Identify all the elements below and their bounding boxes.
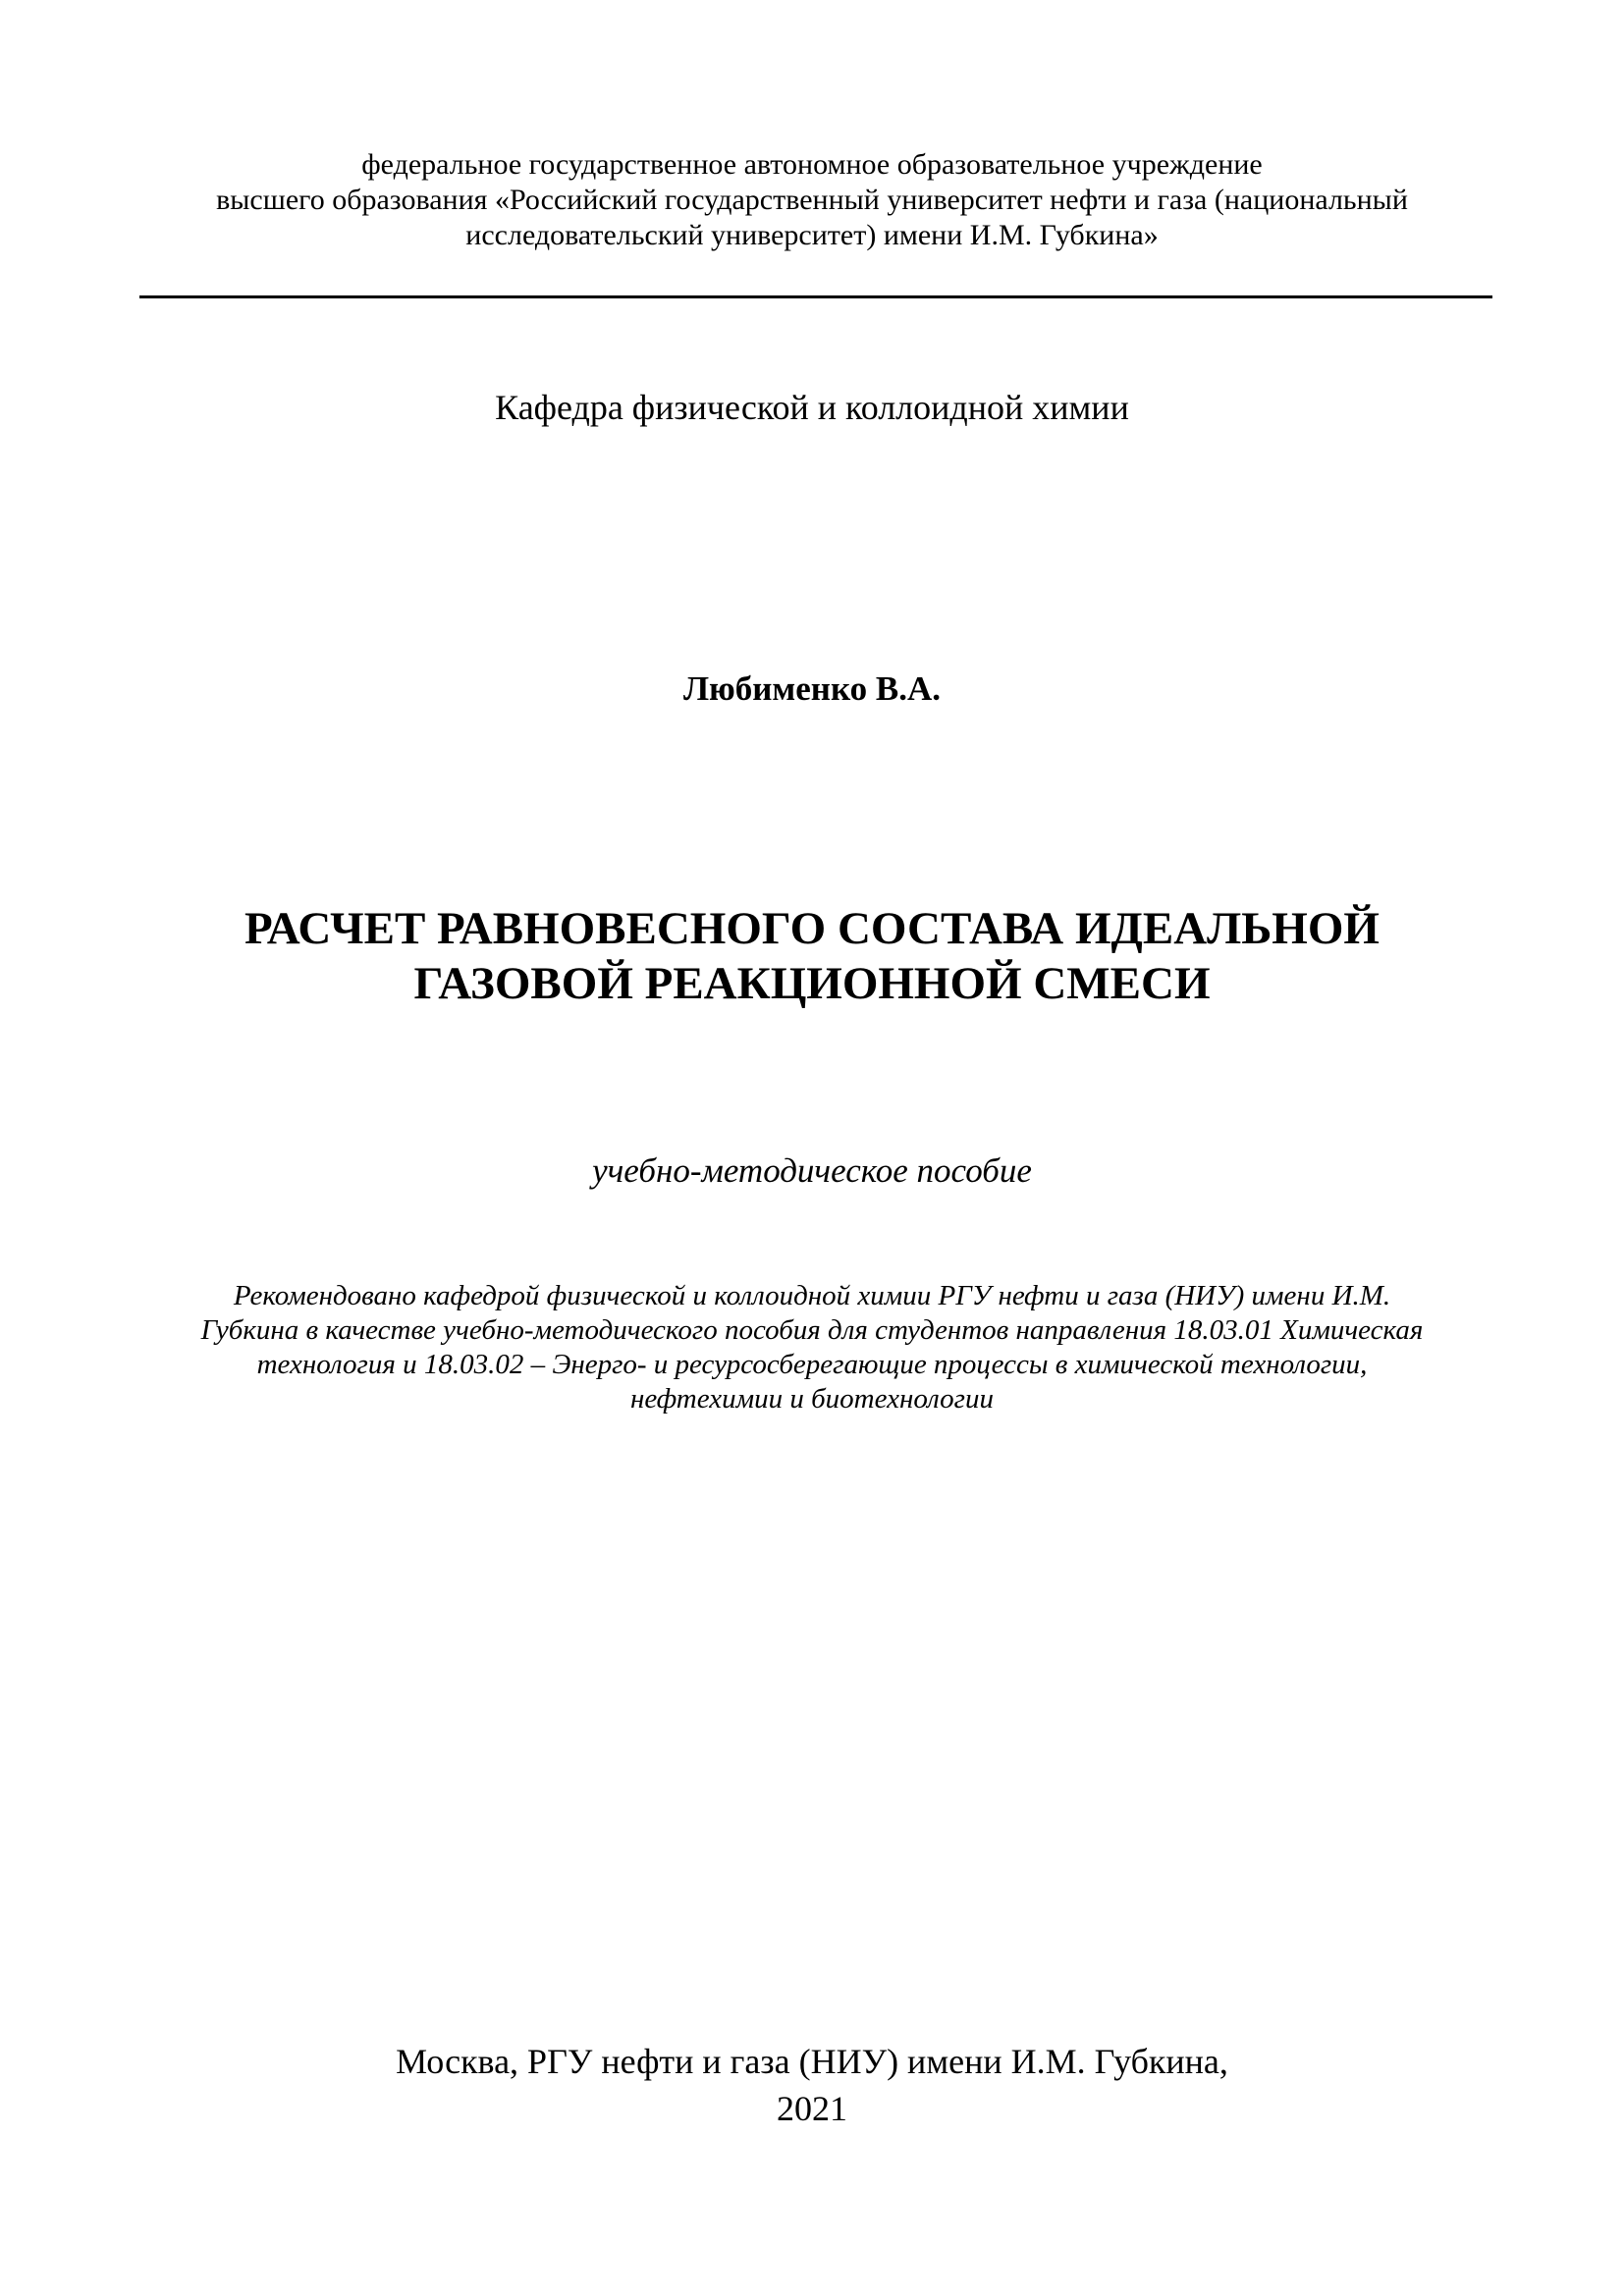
institution-line: высшего образования «Российский государственный университет нефти и газа (национальный (216, 184, 1408, 216)
author-name: Любименко В.А. (682, 669, 942, 708)
document-title (0, 901, 1624, 1011)
title-line: РАСЧЕТ РАВНОВЕСНОГО СОСТАВА ИДЕАЛЬНОЙ (244, 903, 1380, 954)
imprint-city-publisher: Москва, РГУ нефти и газа (НИУ) имени И.М. Губкина, (396, 2042, 1228, 2081)
department-name: Кафедра физической и коллоидной химии (495, 388, 1129, 427)
institution-header (0, 147, 1624, 253)
recommendation-note (0, 1279, 1624, 1416)
recommendation-line: технология и 18.03.02 – Энерго- и ресурсосберегающие процессы в химической технологии, (256, 1349, 1368, 1380)
institution-line: исследовательский университет) имени И.М. Губкина» (465, 219, 1159, 251)
recommendation-line: нефтехимии и биотехнологии (630, 1383, 994, 1415)
institution-line: федеральное государственное автономное образовательное учреждение (361, 148, 1263, 181)
recommendation-line: Губкина в качестве учебно-методического пособия для студентов направления 18.03.01 Химическая (200, 1314, 1424, 1346)
imprint-year: 2021 (777, 2089, 847, 2128)
recommendation-line: Рекомендовано кафедрой физической и коллоидной химии РГУ нефти и газа (НИУ) имени И.М. (233, 1280, 1391, 1311)
title-line: ГАЗОВОЙ РЕАКЦИОННОЙ СМЕСИ (413, 958, 1211, 1009)
document-type: учебно-методическое пособие (592, 1151, 1032, 1190)
header-divider (139, 295, 1492, 298)
